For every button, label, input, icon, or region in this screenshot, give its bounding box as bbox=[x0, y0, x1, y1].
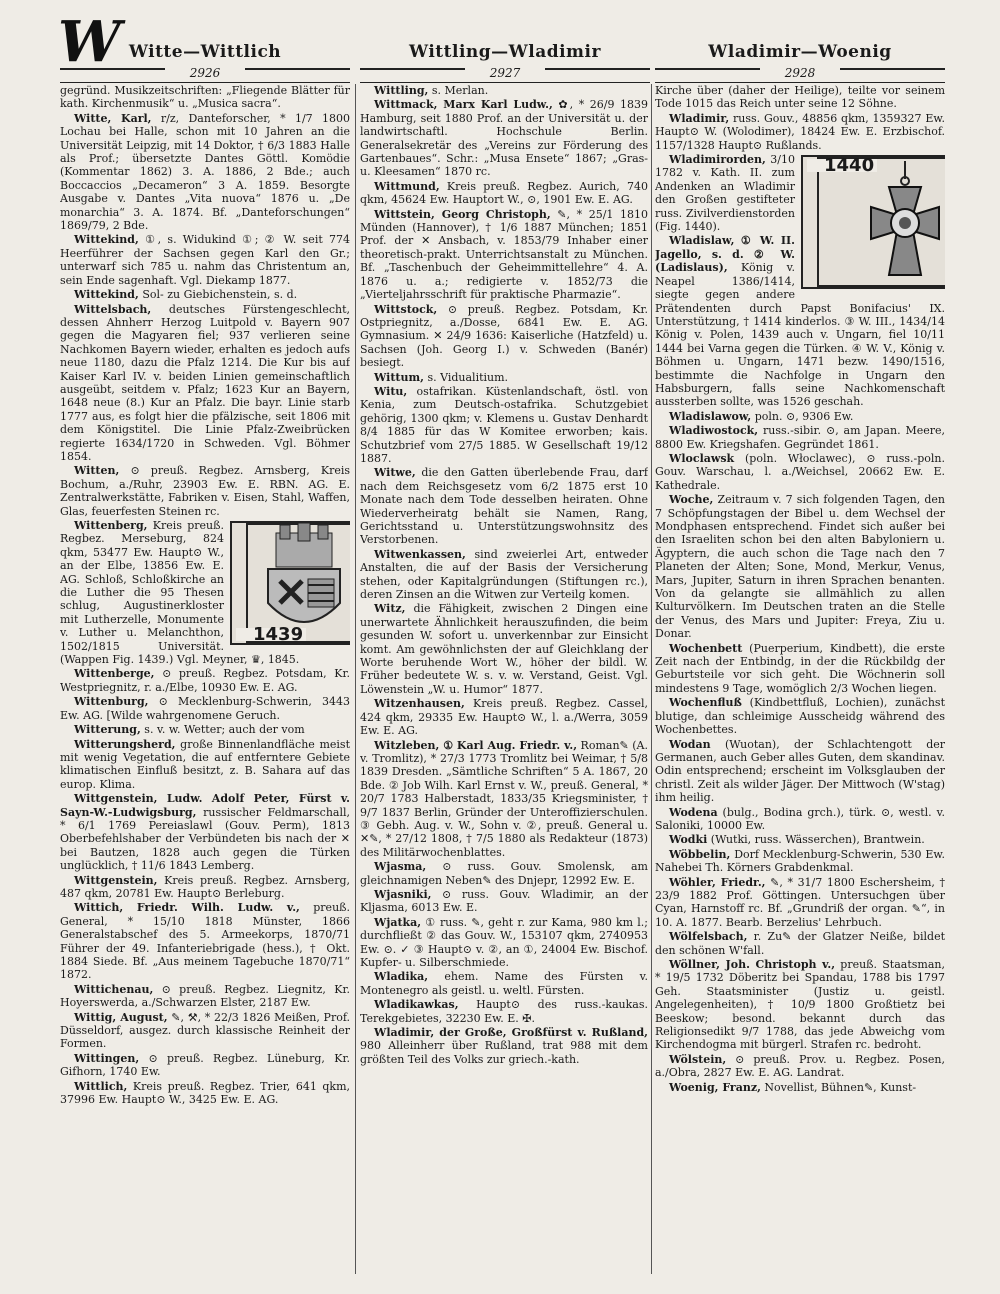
entry-headword: Wladislaw, ① W. II. Jagello, s. d. ② W. (Ladislaus), bbox=[655, 234, 795, 275]
entry-text: sind zweierlei Art, entweder Anstalten, die auf der Basis der Versicherung stehen, oder Kapitalgründungen (Stiftungen rc.), deren Zinsen an die Witwen zur Verteilg komen. bbox=[360, 547, 648, 602]
entry bbox=[655, 806, 945, 833]
entry bbox=[655, 452, 945, 492]
entry-headword: Wodan bbox=[669, 737, 711, 751]
entry-text: ✎, ⚒, * 22/3 1826 Meißen, Prof. Düsseldorf, ausgez. durch klassische Reinheit der Formen. bbox=[60, 1010, 350, 1051]
entry bbox=[655, 1053, 945, 1080]
entry-headword: Wittelsbach, bbox=[74, 302, 152, 316]
entry-text: 3/10 1782 v. Kath. II. zum Andenken an Wladimir den Großen gestifteter russ. Zivilverdienstorden (Fig. 1440). bbox=[655, 153, 795, 234]
entry-text: preuß. Staatsman, * 19/5 1732 Döberitz bei Spandau, 1788 bis 1797 Geh. Staatsminister (Justiz u. geistl. Angelegenheiten), † 10/9 1800 Großtietz bei Beeskow; besond. bekannt durch das Religionsedikt 9/7 1788, das jede Abweichg vom Kirchendogma mit bürgerl. Strafen rc. bedroht. bbox=[655, 958, 945, 1052]
entry-headword: Wittum, bbox=[374, 370, 424, 384]
entry-headword: Wölstein, bbox=[669, 1052, 727, 1066]
entry-headword: Witu, bbox=[374, 384, 408, 398]
entry bbox=[360, 548, 648, 602]
entry bbox=[60, 519, 350, 666]
entry-text: deutsches Fürstengeschlecht, dessen Ahnherr Herzog Luitpold v. Bayern 907 gegen die Magyaren fiel; 937 verlieren seine Nachkomen Bayern wieder, erhalten es jedoch aufs neue 1180, dazu die Pfalz 1214. Die Kur bis auf Kaiser Karl IV. v. beiden Linien gemeinschaftlich ausgeübt, seitdem v. Pfalz; 1623 Kur an Bayern, 1648 neue (8.) Kur an Pfalz. Die bayr. Linie starb 1777 aus, es folgt hier die pfälzische, seit 1806 mit dem Königstitel. Die Linie Pfalz-Zweibrücken regierte 1634/1720 in Schweden. Vgl. Böhmer 1854. bbox=[60, 302, 350, 463]
entry-headword: Wölfelsbach, bbox=[669, 930, 748, 944]
column-2 bbox=[360, 84, 648, 1284]
entry bbox=[60, 738, 350, 792]
entry-headword: Witwenkassen, bbox=[374, 547, 466, 561]
entry bbox=[60, 233, 350, 287]
entry-text: (Wutki, russ. Wässerchen), Brantwein. bbox=[707, 833, 925, 847]
entry-text: Dorf Mecklenburg-Schwerin, 530 Ew. Nahebei Th. Körners Grabdenkmal. bbox=[655, 847, 945, 875]
entry-headword: Wittgenstein, Ludw. Adolf Peter, Fürst v. Sayn-W.-Ludwigsburg, bbox=[60, 792, 350, 819]
entry-headword: Witzleben, ① Karl Aug. Friedr. v., bbox=[374, 738, 578, 752]
entry bbox=[655, 696, 945, 736]
column-3 bbox=[655, 84, 945, 1284]
entry bbox=[360, 466, 648, 546]
entry-text: r. Zu✎ der Glatzer Neiße, bildet den schönen W'fall. bbox=[655, 930, 945, 957]
page-number-2: 2927 bbox=[465, 64, 545, 82]
figure-number: 1439 bbox=[236, 628, 306, 641]
entry-text: ✎, * 25/1 1810 Münden (Hannover), † 1/6 1887 München; 1851 Prof. der ✕ Ansbach, v. 1853/79 Inhaber einer theoretisch-prakt. Unterrichtsanstalt zu München. Bf. „Taschenbuch der Geheimmittellehre“ 4. A. 1876 u. a.; redigierte v. 1852/73 die „Vierteljahrsschrift für praktische Pharmazie“. bbox=[360, 207, 648, 302]
figure-number: 1440 bbox=[807, 159, 877, 172]
entry bbox=[655, 848, 945, 875]
entry-text: russ. Gouv., 48856 qkm, 1359327 Ew. Haupt⊙ W. (Wolodimer), 18424 Ew. E. Erzbischof. 1157/1328 Haupt⊙ Rußlands. bbox=[655, 111, 945, 152]
entry-text: ⊙ russ. Gouv. Wladimir, an der Kljasma, 6013 Ew. E. bbox=[360, 887, 648, 915]
entry bbox=[60, 695, 350, 722]
entry-text: ostafrikan. Küstenlandschaft, östl. von Kenia, zum Deutsch-ostafrika. Schutzgebiet gehörig, 1300 qkm; v. Klemens u. Gustav Denhardt 8/4 1885 für das W Komitee erworben; kais. Schutzbrief vom 27/5 1885. W Gesellschaft 19/12 1887. bbox=[360, 384, 648, 465]
entry-text: ⊙ preuß. Regbez. Arnsberg, Kreis Bochum, a./Ruhr, 23903 Ew. E. RBN. AG. E. Zentralwerkstätte, Fabriken v. Eisen, Stahl, Waffen, Glas, feuerfesten Steinen rc. bbox=[60, 464, 350, 518]
entry bbox=[60, 288, 350, 301]
entry bbox=[655, 1081, 945, 1094]
entry-text: ⊙ preuß. Regbez. Potsdam, Kr. Westpriegnitz, r. a./Elbe, 10930 Ew. E. AG. bbox=[60, 667, 350, 694]
entry-text: russischer Feldmarschall, * 6/1 1769 Pereiaslawl (Gouv. Perm), 1813 Oberbefehlshaber der Verbündeten bis nach der ✕ bei Bautzen, 1828 auch gegen die Türken unglücklich, † 11/6 1843 Lemberg. bbox=[60, 805, 350, 873]
entry-headword: Wittgenstein, bbox=[74, 873, 158, 887]
entry-headword: Wjasma, bbox=[374, 860, 427, 874]
entry bbox=[60, 874, 350, 901]
entry bbox=[360, 998, 648, 1025]
entry-text: ⊙ preuß. Regbez. Lüneburg, Kr. Gifhorn, 1740 Ew. bbox=[60, 1051, 350, 1079]
entry-headword: Wittmack, Marx Karl Ludw., bbox=[374, 98, 553, 112]
section-letter: W bbox=[58, 9, 121, 75]
entry bbox=[655, 930, 945, 957]
entry-text: ①, s. Widukind ①; ② W. seit 774 Heerführer der Sachsen gegen Karl den Gr.; unterwarf sich 785 u. nahm das Christentum an, sein Ende sagenhaft. Vgl. Diekamp 1877. bbox=[60, 233, 350, 287]
entry bbox=[60, 84, 350, 111]
entry-headword: Wodena bbox=[669, 805, 718, 819]
entry bbox=[360, 371, 648, 384]
entry-text: Novellist, Bühnen✎, Kunst- bbox=[760, 1080, 917, 1094]
column-1 bbox=[60, 84, 350, 1284]
entry-text: s. Merlan. bbox=[428, 84, 489, 97]
column-divider bbox=[355, 84, 356, 1274]
entry-headword: Wittlich, bbox=[74, 1079, 128, 1093]
entry-headword: Wloclawsk bbox=[669, 451, 735, 465]
entry-headword: Wittstein, Georg Christoph, bbox=[374, 207, 551, 221]
entry bbox=[360, 98, 648, 178]
entry-headword: Wladika, bbox=[374, 970, 429, 984]
entry-headword: Witterungsherd, bbox=[74, 737, 176, 751]
entry bbox=[360, 208, 648, 302]
entry-text: Kreis preuß. Regbez. Arnsberg, 487 qkm, 20781 Ew. Haupt⊙ Berleburg. bbox=[60, 873, 350, 900]
entry bbox=[60, 464, 350, 518]
figure-1439 bbox=[230, 521, 350, 645]
entry bbox=[60, 723, 350, 736]
entry bbox=[60, 112, 350, 233]
entry-text: König v. Neapel 1386/1414, siegte gegen andere Prätendenten durch Papst Bonifacius' IX. Unterstützung, † 1414 kinderlos. ③ W. III., 1434/14 König v. Polen, 1439 auch v. Ungarn, fiel 10/11 1444 bei Varna gegen die Türken. ④ W. V., König v. Böhmen u. Ungarn, 1471 bezw. 1490/1516, bestimmte die Nachfolge in Ungarn den Habsburgern, falls seine Nachkomenschaft aussterben sollte, was 1526 geschah. bbox=[655, 261, 945, 409]
entry-text: große Binnenlandfläche meist mit wenig Vegetation, die auf entferntere Gebiete klimatischen Einfluß besitzt, z. B. Sahara auf das europ. Klima. bbox=[60, 737, 350, 791]
entry-text: Kreis preuß. Regbez. Aurich, 740 qkm, 45624 Ew. Hauptort W., ⊙, 1901 Ew. E. AG. bbox=[360, 179, 648, 207]
entry-text: Roman✎ (A. v. Tromlitz), * 27/3 1773 Tromlitz bei Weimar, † 5/8 1839 Dresden. „Sämtliche Schriften“ 5 A. 1867, 20 Bde. ② Job Wilh. Karl Ernst v. W., preuß. General, * 20/7 1783 Halberstadt, 1833/35 Kriegsminister, † 9/7 1837 Berlin, Gründer der Unteroffizierschulen. ③ Gebh. Aug. v. W., Sohn v. ②, preuß. General u. ✕✎, * 27/12 1808, † 7/5 1880 als Redakteur (1873) des Militärwochenblattes. bbox=[360, 738, 648, 859]
entry-text: ✿, * 26/9 1839 Hamburg, seit 1880 Prof. an der Universität u. der landwirtschaftl. Hochschule Berlin. Generalsekretär des „Vereins zur Förderung des Gartenbaues“. Schr.: „Musa Ensete“ 1867; „Gras- u. Kleesamen“ 1870 rc. bbox=[360, 98, 648, 179]
entry-text: ⊙ preuß. Regbez. Liegnitz, Kr. Hoyerswerda, a./Schwarzen Elster, 2187 Ew. bbox=[60, 982, 350, 1010]
entry-headword: Wodki bbox=[669, 833, 708, 847]
entry-headword: Wladislawow, bbox=[669, 409, 752, 423]
entry-headword: Wittig, August, bbox=[74, 1010, 168, 1024]
entry-headword: Wladikawkas, bbox=[374, 998, 459, 1012]
entry-headword: Wöbbelin, bbox=[669, 847, 731, 861]
entry-text: ⊙ russ. Gouv. Smolensk, am gleichnamigen Neben✎ des Dnjepr, 12992 Ew. E. bbox=[360, 860, 648, 887]
entry-text: (Kindbettfluß, Lochien), zunächst blutige, dan schleimige Ausscheidg während des Wochenbettes. bbox=[655, 696, 945, 737]
column-divider bbox=[651, 84, 652, 1274]
entry-text: (bulg., Bodina grch.), türk. ⊙, westl. v. Saloniki, 10000 Ew. bbox=[655, 805, 945, 832]
entry-headword: Wittmund, bbox=[374, 179, 440, 193]
entry-text: ⊙ preuß. Prov. u. Regbez. Posen, a./Obra, 2827 Ew. E. AG. Landrat. bbox=[655, 1052, 945, 1080]
entry bbox=[360, 180, 648, 207]
entry bbox=[360, 1026, 648, 1066]
entry-text: (Puerperium, Kindbett), die erste Zeit nach der Entbindg, in der die Rückbildg der Geburtsteile vor sich geht. Die Wöchnerin soll mindestens 9 Tage, womöglich 2/3 Wochen liegen. bbox=[655, 641, 945, 695]
entry-headword: Wittstock, bbox=[374, 302, 438, 316]
entry bbox=[360, 84, 648, 97]
entry-text: Haupt⊙ des russ.-kaukas. Terekgebietes, 32230 Ew. E. ✠. bbox=[360, 998, 648, 1025]
entry-headword: Wittingen, bbox=[74, 1051, 140, 1065]
entry-text: ⊙ Mecklenburg-Schwerin, 3443 Ew. AG. [Wilde wahrgenomene Geruch. bbox=[60, 695, 350, 722]
entry-headword: Wjatka, bbox=[374, 915, 422, 929]
entry bbox=[655, 410, 945, 423]
entry-text: poln. ⊙, 9306 Ew. bbox=[751, 409, 854, 423]
entry-headword: Witten, bbox=[74, 464, 120, 478]
entry-text: ① russ. ✎, geht r. zur Kama, 980 km l.; durchfließt ② das Gouv. W., 153107 qkm, 2740953 Ew. ⊙. ✓ ③ Haupt⊙ v. ②, an ①, 24004 Ew. Bischof. Kupfer- u. Silberschmiede. bbox=[360, 915, 648, 969]
entry-headword: Woenig, Franz, bbox=[669, 1080, 761, 1094]
entry-headword: Wittekind, bbox=[74, 288, 139, 302]
entry-text: preuß. General, * 15/10 1818 Münster, 1866 Generalstabschef des 5. Armeekorps, 1870/71 Führer der 49. Infanteriebrigade (hess.), † Okt. 1884 Siede. Bf. „Aus meinem Tagebuche 1870/71“ 1872. bbox=[60, 901, 350, 982]
entry bbox=[60, 1080, 350, 1107]
column-header-1: Witte—Wittlich bbox=[128, 42, 282, 62]
entry-headword: Wittich, Friedr. Wilh. Ludw. v., bbox=[74, 901, 300, 915]
entry-text: Kreis preuß. Regbez. Cassel, 424 qkm, 29335 Ew. Haupt⊙ W., l. a./Werra, 3059 Ew. E. AG. bbox=[360, 697, 648, 738]
entry-text: Sol- zu Giebichenstein, s. d. bbox=[138, 288, 298, 302]
entry-headword: Witwe, bbox=[374, 466, 416, 480]
entry-headword: Witz, bbox=[374, 602, 406, 616]
entry bbox=[360, 888, 648, 915]
entry-text: s. v. w. Wetter; auch der vom bbox=[140, 723, 305, 737]
entry bbox=[360, 739, 648, 860]
entry bbox=[655, 958, 945, 1052]
entry-text: Kirche über (daher der Heilige), teilte vor seinem Tode 1015 das Reich unter seine 12 Söhne. bbox=[655, 84, 945, 111]
entry bbox=[60, 667, 350, 694]
entry bbox=[655, 642, 945, 696]
entry-text: die Fähigkeit, zwischen 2 Dingen eine unerwartete Ähnlichkeit herauszufinden, die beim gesunden W. sofort u. unverkennbar zur Einsicht komt. Am gewöhnlichsten der auf Gleichklang der Worte beruhende Wort W., höher der bildl. W. Früher bedeutete W. s. v. w. Verstand, Geist. Vgl. Löwenstein „W. u. Humor“ 1877. bbox=[360, 602, 648, 696]
column-header-3: Wladimir—Woenig bbox=[708, 42, 892, 62]
entry bbox=[655, 153, 945, 233]
entry bbox=[655, 424, 945, 451]
entry bbox=[60, 303, 350, 464]
entry bbox=[60, 792, 350, 872]
entry-headword: Wittichenau, bbox=[74, 982, 154, 996]
entry-headword: Wladiwostock, bbox=[669, 424, 759, 438]
entry-text: ✎, * 31/7 1800 Eschersheim, † 23/9 1882 Prof. Göttingen. Untersuchgen über Cyan, Harnstoff rc. Bf. „Grundriß der organ. ✎“, in 10. A. 1877. Bearb. Berzelius' Lehrbuch. bbox=[655, 875, 945, 929]
entry-text: Zeitraum v. 7 sich folgenden Tagen, den 7 Schöpfungstagen der Bibel u. dem Wechsel der Mondphasen entsprechend. Findet sich außer bei den Israeliten schon bei den alten Babyloniern u. Ägyptern, die auch schon die Tage nach den 7 Planeten der Alten; Sone, Mond, Merkur, Venus, Mars, Jupiter, Saturn in ihren Sprachen benanten. Von da gelangte sie allmählich zu allen Kulturvölkern. Im Deutschen traten an die Stelle der Venus, des Mars und Jupiter: Freya, Ziu u. Donar. bbox=[655, 493, 945, 641]
order-cross-icon bbox=[817, 157, 945, 287]
entry bbox=[360, 602, 648, 696]
entry-text: ehem. Name des Fürsten v. Montenegro als geistl. u. weltl. Fürsten. bbox=[360, 970, 648, 997]
entry bbox=[60, 901, 350, 981]
entry bbox=[360, 303, 648, 370]
entry-headword: Wittenberge, bbox=[74, 667, 155, 681]
entry bbox=[655, 876, 945, 930]
entry bbox=[360, 697, 648, 737]
entry-text: russ.-sibir. ⊙, am Japan. Meere, 8800 Ew. Kriegshafen. Gegründet 1861. bbox=[655, 424, 945, 451]
entry-text: Kreis preuß. Regbez. Trier, 641 qkm, 37996 Ew. Haupt⊙ W., 3425 Ew. E. AG. bbox=[60, 1079, 350, 1107]
entry bbox=[60, 983, 350, 1010]
entry-text: 980 Alleinherr über Rußland, trat 988 mit dem größten Teil des Volks zur griech.-kath. bbox=[360, 1039, 648, 1066]
entry-headword: Wittenburg, bbox=[74, 695, 149, 709]
entry-text: die den Gatten überlebende Frau, darf nach dem Reichsgesetz vom 6/2 1875 erst 10 Monate nach dem Tode desselben heiraten. Ohne Wiederverheiratg behält sie Namen, Rang, Gerichtsstand u. Unterstützungswohnsitz des Verstorbenen. bbox=[360, 466, 648, 547]
entry-text: (Wuotan), der Schlachtengott der Germanen, auch Geber alles Guten, dem skandinav. Odin entsprechend; erscheint im Volksglauben der christl. Zeit als wilder Jäger. Der Mittwoch (W'stag) ihm heilig. bbox=[655, 737, 945, 805]
page-number-3: 2928 bbox=[760, 64, 840, 82]
column-header-2: Wittling—Wladimir bbox=[409, 42, 601, 62]
entry-text: (poln. Włoclawec), ⊙ russ.-poln. Gouv. Warschau, l. a./Weichsel, 20662 Ew. E. Kathedrale. bbox=[655, 451, 945, 492]
entry-text: s. Vidualitium. bbox=[423, 370, 509, 384]
entry bbox=[655, 833, 945, 846]
entry-headword: Wöllner, Joh. Christoph v., bbox=[669, 958, 836, 971]
entry-headword: Woche, bbox=[669, 493, 714, 507]
entry-headword: Witzenhausen, bbox=[374, 697, 465, 711]
entry bbox=[360, 970, 648, 997]
entry bbox=[360, 860, 648, 887]
entry bbox=[655, 112, 945, 152]
entry bbox=[655, 738, 945, 805]
entry-headword: Wladimir, der Große, Großfürst v. Rußland, bbox=[374, 1026, 648, 1040]
entry-headword: Wittling, bbox=[374, 84, 429, 97]
entry-headword: Wladimir, bbox=[669, 111, 730, 125]
entry-headword: Wochenfluß bbox=[669, 696, 742, 710]
entry-text: gegründ. Musikzeitschriften: „Fliegende Blätter für kath. Kirchenmusik“ u. „Musica sacra“. bbox=[60, 84, 350, 111]
entry-headword: Wochenbett bbox=[669, 641, 743, 655]
entry-headword: Wjasniki, bbox=[374, 887, 432, 901]
entry-headword: Wöhler, Friedr., bbox=[669, 875, 766, 889]
entry-headword: Witterung, bbox=[74, 723, 141, 737]
entry bbox=[655, 493, 945, 640]
entry bbox=[655, 84, 945, 111]
entry-text: Kreis preuß. Regbez. Merseburg, 824 qkm, 53477 Ew. Haupt⊙ W., an der Elbe, 13856 Ew. E. AG. Schloß, Schloßkirche an die Luther die 95 Thesen schlug, Augustinerkloster mit Lutherzelle, Monumente v. Luther u. Melanchthon, 1502/1815 Universität. (Wappen Fig. 1439.) Vgl. Meyner, ♛, 1845. bbox=[60, 519, 300, 667]
entry-headword: Wladimirorden, bbox=[669, 153, 766, 167]
figure-1440 bbox=[801, 155, 945, 289]
entry-text: ⊙ preuß. Regbez. Potsdam, Kr. Ostpriegnitz, a./Dosse, 6841 Ew. E. AG. Gymnasium. ✕ 24/9 1636: Kaiserliche (Hatzfeld) u. Sachsen (Joh. Georg I.) v. Schweden (Banér) besiegt. bbox=[360, 302, 648, 370]
page-number-1: 2926 bbox=[165, 64, 245, 82]
entry bbox=[360, 916, 648, 970]
entry-text: r/z, Danteforscher, * 1/7 1800 Lochau bei Halle, schon mit 10 Jahren an die Universität Leipzig, mit 14 Doktor, † 6/3 1883 Halle als Prof.; übersetzte Dantes Göttl. Komödie (Kommentar 1862) 3. A. 1886, 2 Bde.; auch Boccaccios „Decameron“ 3 A. 1859. Besorgte Ausgabe v. Dantes „Vita nuova“ 1876 u. „De monarchia“ 3. A. 1874. Bf. „Danteforschungen“ 1869/79, 2 Bde. bbox=[60, 111, 350, 233]
entry-headword: Wittekind, bbox=[74, 233, 139, 247]
entry-headword: Wittenberg, bbox=[74, 519, 148, 532]
entry bbox=[60, 1052, 350, 1079]
entry bbox=[360, 385, 648, 465]
entry bbox=[60, 1011, 350, 1051]
entry-headword: Witte, Karl, bbox=[74, 111, 152, 125]
